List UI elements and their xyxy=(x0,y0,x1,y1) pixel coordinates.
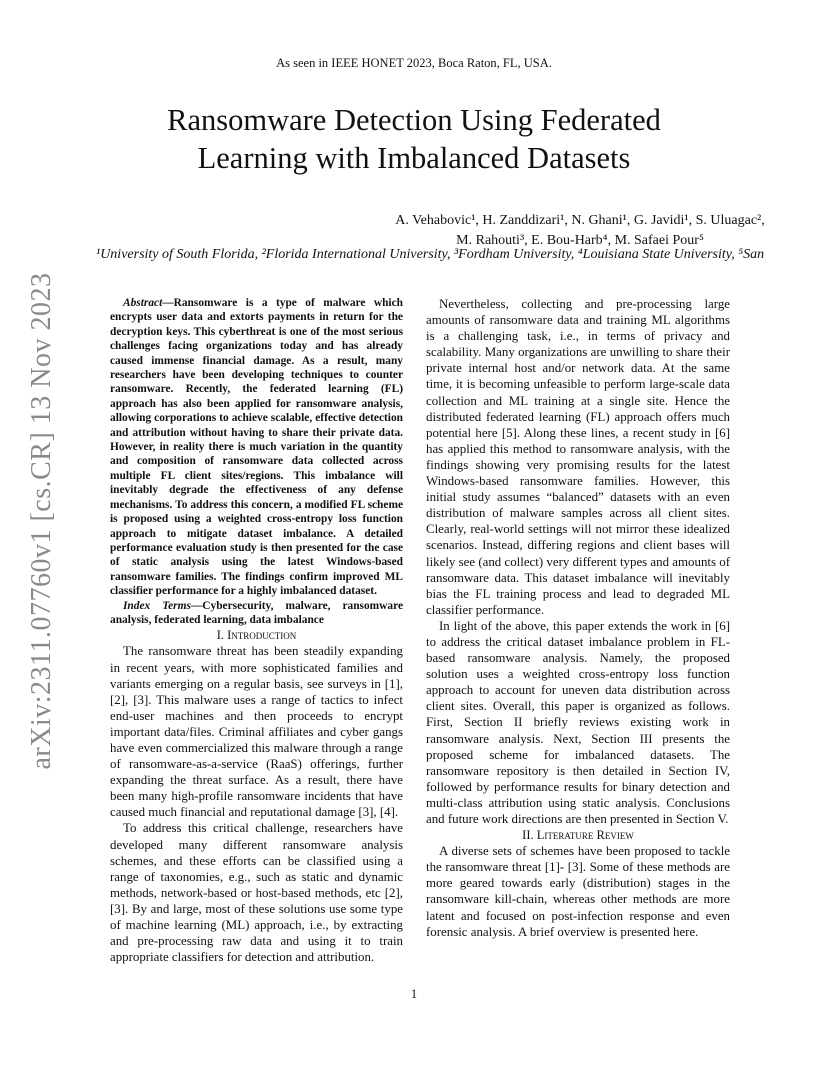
index-terms-lead: Index Terms xyxy=(123,599,191,612)
affiliations: ¹University of South Florida, ²Florida International University, ³Fordham University, ⁴Louisiana State University, ⁵San xyxy=(96,247,765,262)
left-column xyxy=(110,296,403,965)
paper-title xyxy=(100,101,728,177)
abstract-lead: Abstract xyxy=(123,297,163,309)
page-number: 1 xyxy=(410,987,418,1001)
index-terms xyxy=(110,599,403,628)
author-list xyxy=(300,211,828,251)
arxiv-sidebar xyxy=(22,272,62,770)
abstract-text: —Ransomware is a type of malware which encrypts user data and extorts payments in return for the decryption keys. This cyberthreat is one of the most serious challenges facing organizations today and has already caused immense financial damage. As a result, many researchers have been developing techniques to counter ransomware. Recently, the federated learning (FL) approach has also been applied for ransomware analysis, allowing corporations to achieve scalable, effective detection and attribution without having to share their private data. However, in reality there is much variation in the quantity and composition of ransomware data collected across multiple FL client sites/regions. This imbalance will inevitably degrade the effectiveness of any defense mechanisms. To address this concern, a modified FL scheme is proposed using a weighted cross-entropy loss function approach to mitigate dataset imbalance. A detailed performance evaluation study is then presented for the case of static analysis using the latest Windows-based ransomware families. The findings confirm improved ML classifier performance for a highly imbalanced dataset. xyxy=(110,297,403,598)
venue-header: As seen in IEEE HONET 2023, Boca Raton, FL, USA. xyxy=(276,56,552,70)
title-line-1: Ransomware Detection Using Federated xyxy=(167,103,661,137)
index-terms-text: —Cybersecurity, malware, ransomware analysis, federated learning, data imbalance xyxy=(110,599,403,626)
intro-paragraph-1: The ransomware threat has been steadily expanding in recent years, with more sophisticated families and variants emerging on a regular basis, see surveys in [1], [2], [3]. This malware uses a range of tactics to infect end-user machines and then proceeds to encrypt important data/files. Criminal affiliates and cyber gangs have even commercialized this malware through a range of ransomware-as-a-service (RaaS) offerings, further expanding the threat surface. As a result, there have been many high-profile ransomware incidents that have caused much financial and reputational damage [3], [4]. xyxy=(110,644,403,820)
literature-paragraph-1: A diverse sets of schemes have been proposed to tackle the ransomware threat [1]- [3]. Some of these methods are more geared towards early (distribution) stages in the ransomware kill-chain, whereas other methods are more latent and focused on post-infection response and even forensic analysis. A brief overview is presented here. xyxy=(426,844,730,939)
abstract xyxy=(110,296,403,599)
intro-paragraph-4: In light of the above, this paper extends the work in [6] to address the critical dataset imbalance problem in FL-based ransomware analysis. Namely, the proposed solution uses a weighted cross-entropy loss function approach to account for uneven data distribution across client sites. Overall, this paper is organized as follows. First, Section II briefly reviews existing work in ransomware analysis. Next, Section III presents the proposed scheme for imbalanced datasets. The ransomware repository is then detailed in Section IV, followed by performance results for binary detection and multi-class attribution using static analysis. Conclusions and future work directions are then presented in Section V. xyxy=(426,618,730,826)
intro-paragraph-2: To address this critical challenge, researchers have developed many different ransomware analysis schemes, and these efforts can be classified using a range of taxonomies, e.g., such as static and dynamic methods, network-based or host-based methods, etc [2], [3]. By and large, most of these solutions use some type of machine learning (ML) approach, i.e., by extracting and pre-processing raw data and using it to train appropriate classifiers for detection and attribution. xyxy=(110,821,403,965)
title-line-2: Learning with Imbalanced Datasets xyxy=(197,141,631,175)
intro-paragraph-3: Nevertheless, collecting and pre-processing large amounts of ransomware data and training ML algorithms is a challenging task, i.e., in terms of privacy and scalability. Many organizations are unwilling to share their private internal host and/or network data. At the same time, it is becoming unfeasible to perform large-scale data collection and ML training at a single site. Hence the distributed federated learning (FL) approach offers much potential here [5]. Along these lines, a recent study in [6] has applied this method to ransomware analysis, with the findings showing very promising results for the latest Windows-based ransomware families. However, this initial study assumes “balanced” datasets with an even distribution of malware samples across all client sites. Clearly, real-world settings will not mirror these idealized scenarios. Instead, differing regions and client bases will likely see (and collect) very different types and amounts of ransomware data. This dataset imbalance will inevitably bias the FL training process and lead to degraded ML classifier performance. xyxy=(426,297,730,617)
authors-line-2: M. Rahouti³, E. Bou-Harb⁴, M. Safaei Pour⁵ xyxy=(456,233,704,248)
authors-line-1: A. Vehabovic¹, H. Zanddizari¹, N. Ghani¹, G. Javidi¹, S. Uluagac², xyxy=(395,213,765,228)
section-heading-literature-review: II. Literature Review xyxy=(522,828,634,843)
section-heading-introduction: I. Introduction xyxy=(216,628,297,643)
right-column xyxy=(426,296,730,940)
arxiv-identifier: arXiv:2311.07760v1 [cs.CR] 13 Nov 2023 xyxy=(26,272,57,770)
